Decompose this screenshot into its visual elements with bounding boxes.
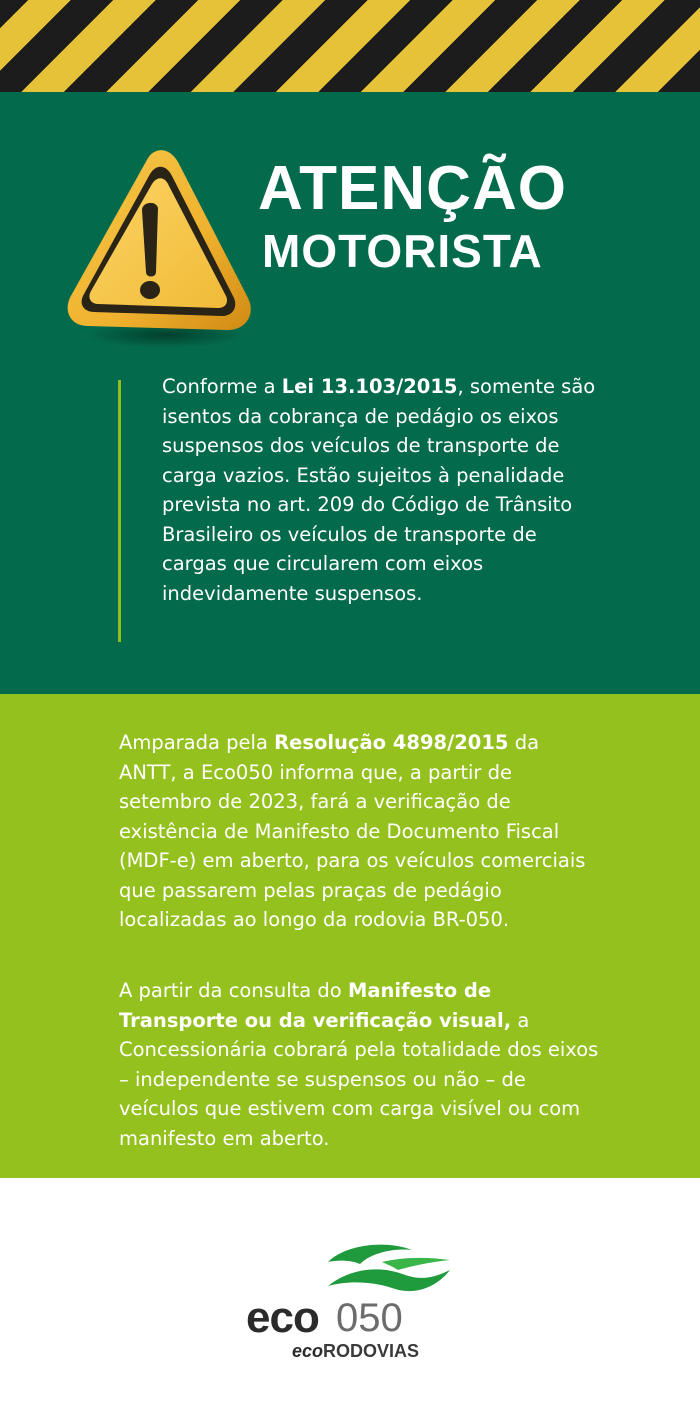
- law-notice-prefix: Conforme a: [162, 375, 282, 398]
- logo-sub-eco: eco: [292, 1341, 324, 1361]
- law-notice-text: [162, 372, 602, 608]
- accent-bar: [118, 380, 121, 642]
- law-notice-body: , somente são isentos da cobrança de pedágio os eixos suspensos dos veículos de transporte de carga vazios. Estão sujeitos à penalidade prevista no art. 209 do Código de Trânsito Brasileiro os veículos de transporte de cargas que circularem com eixos indevidamente suspensos.: [162, 375, 596, 605]
- info-paragraph-2: [119, 976, 599, 1153]
- info-p2-prefix: A partir da consulta do: [119, 979, 348, 1002]
- manifest-reference: Manifesto de Transporte ou da verificação visual,: [119, 979, 512, 1032]
- logo-eco-text: eco: [246, 1293, 319, 1342]
- eco050-logo-icon: [326, 1240, 456, 1300]
- logo-sub-rodovias: RODOVIAS: [323, 1341, 420, 1361]
- info-p1-body: da ANTT, a Eco050 informa que, a partir de setembro de 2023, fará a verificação de existência de Manifesto de Documento Fiscal (MDF-e) em aberto, para os veículos comerciais que passarem pelas praças de pedágio localizadas ao longo da rodovia BR-050.: [119, 731, 586, 931]
- title-line-2: MOTORISTA: [262, 225, 543, 277]
- warning-title: [258, 154, 678, 277]
- logo-ecorodovias: [292, 1342, 419, 1360]
- hazard-stripes-banner: [0, 0, 700, 92]
- law-reference: Lei 13.103/2015: [281, 375, 458, 398]
- info-p1-prefix: Amparada pela: [119, 731, 275, 754]
- title-line-1: ATENÇÃO: [258, 154, 567, 223]
- warning-triangle-icon: [66, 148, 256, 348]
- resolution-reference: Resolução 4898/2015: [274, 731, 509, 754]
- info-paragraph-1: [119, 728, 599, 935]
- logo-number-text: 050: [336, 1296, 403, 1340]
- info-p2-body: a Concessionária cobrará pela totalidade dos eixos – independente se suspensos ou não – de veículos que estivem com carga visível ou com manifesto em aberto.: [119, 1008, 599, 1150]
